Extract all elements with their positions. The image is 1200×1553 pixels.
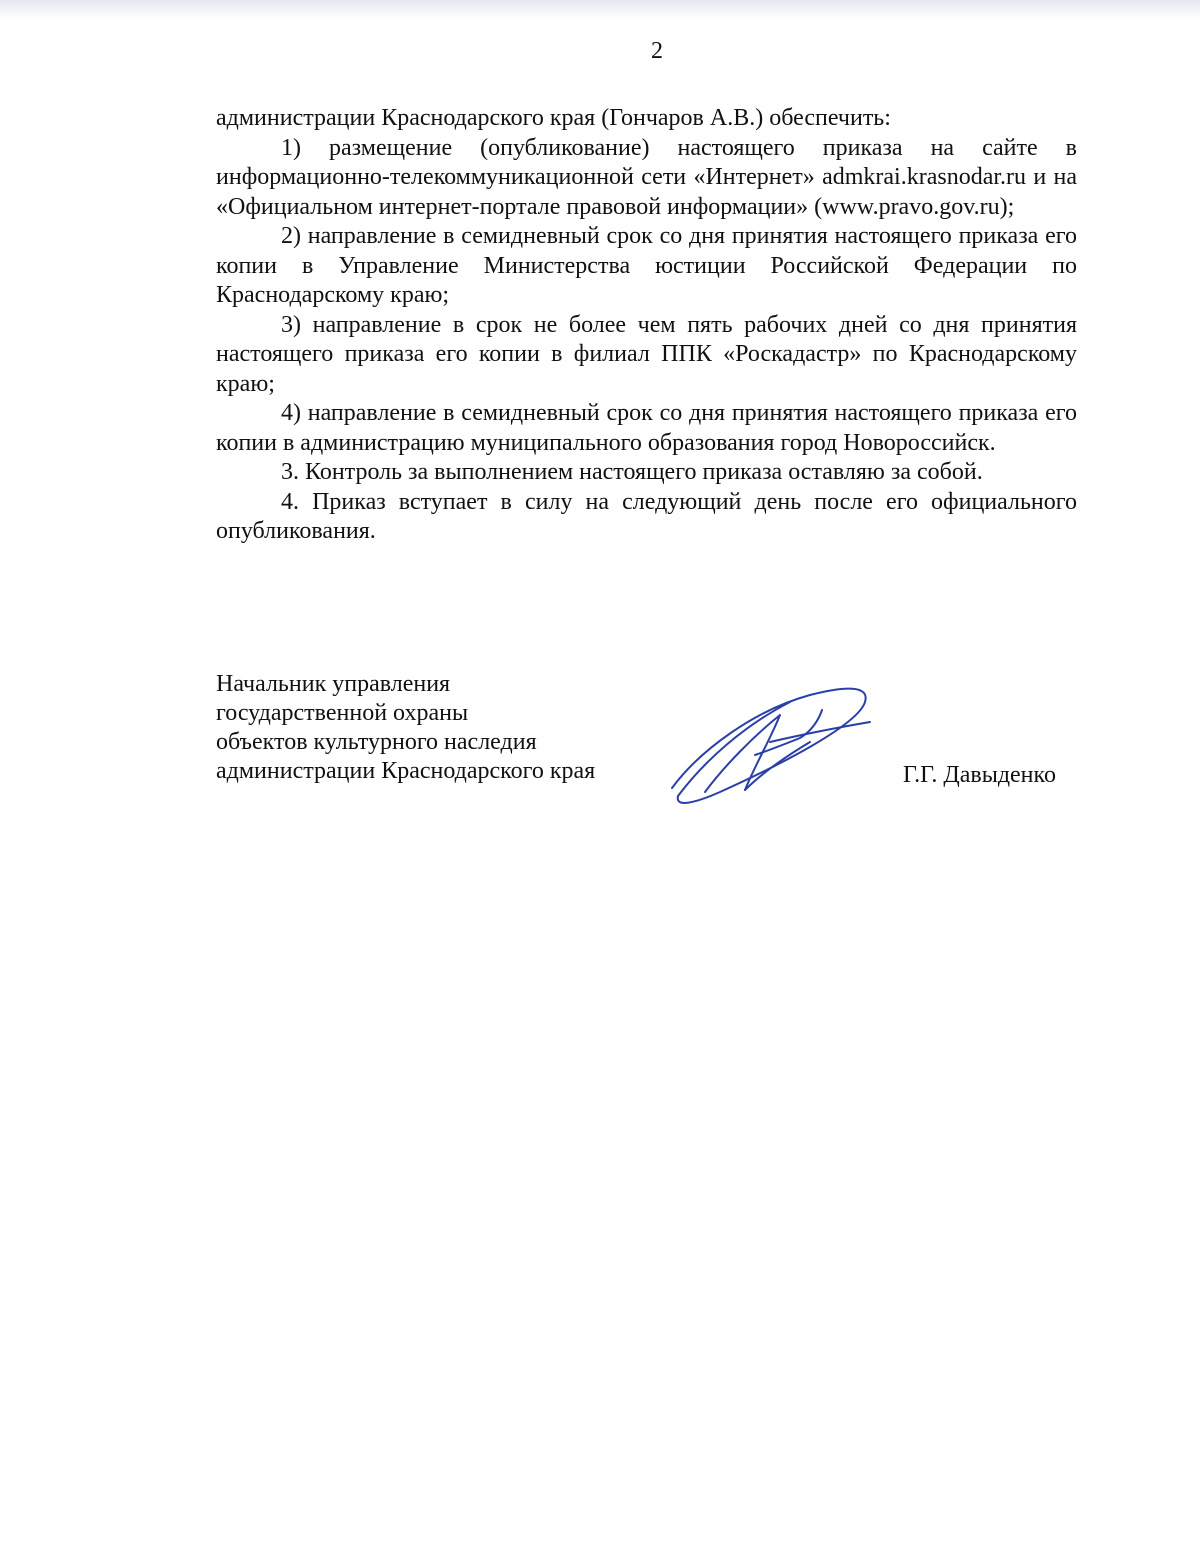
signatory-name: Г.Г. Давыденко bbox=[903, 762, 1056, 788]
paragraph-continuation: администрации Краснодарского края (Гончаров А.В.) обеспечить: bbox=[216, 105, 891, 131]
position-line: Начальник управления bbox=[216, 671, 451, 697]
handwritten-signature bbox=[660, 680, 880, 815]
document-body bbox=[216, 104, 1077, 547]
paragraph-item-4: 4) направление в семидневный срок со дня принятия настоящего приказа его копии в администрацию муниципального образования город Новороссийск. bbox=[216, 400, 1077, 456]
position-line: администрации Краснодарского края bbox=[216, 758, 596, 784]
signatory-position bbox=[216, 670, 595, 786]
paragraph-point-3: 3. Контроль за выполнением настоящего приказа оставляю за собой. bbox=[281, 459, 983, 485]
paragraph-point-4: 4. Приказ вступает в силу на следующий день после его официального опубликования. bbox=[216, 488, 1077, 544]
page-number: 2 bbox=[651, 38, 663, 64]
position-line: государственной охраны bbox=[216, 700, 469, 726]
scan-top-edge bbox=[0, 0, 1200, 18]
paragraph-item-2: 2) направление в семидневный срок со дня принятия настоящего приказа его копии в Управление Министерства юстиции Российской Федерации по Краснодарскому краю; bbox=[216, 223, 1077, 308]
paragraph-item-3: 3) направление в срок не более чем пять рабочих дней со дня принятия настоящего приказа его копии в филиал ППК «Роскадастр» по Краснодарскому краю; bbox=[216, 311, 1077, 397]
position-line: объектов культурного наследия bbox=[216, 729, 537, 755]
paragraph-item-1: 1) размещение (опубликование) настоящего приказа на сайте в информационно-телекоммуникационной сети «Интернет» admkrai.krasnodar.ru и на «Официальном интернет-портале правовой информации» (www.pravo.gov.ru); bbox=[216, 134, 1077, 220]
